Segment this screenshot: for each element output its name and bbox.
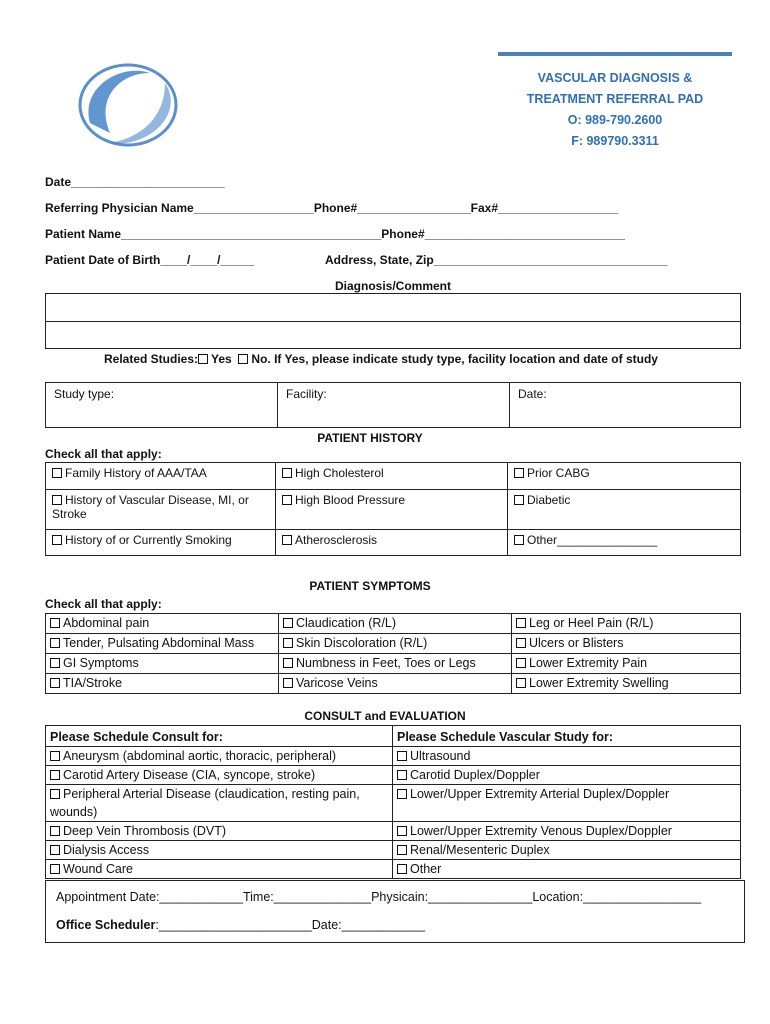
patient-symptoms-title: PATIENT SYMPTOMS bbox=[309, 579, 431, 593]
checkbox[interactable] bbox=[52, 495, 62, 505]
appointment-box bbox=[45, 880, 745, 943]
checkbox[interactable] bbox=[50, 770, 60, 780]
history-item[interactable]: High Blood Pressure bbox=[276, 490, 508, 530]
symptom-item[interactable]: Numbness in Feet, Toes or Legs bbox=[279, 654, 512, 674]
patient-history-table bbox=[45, 462, 741, 556]
related-yes-checkbox[interactable] bbox=[198, 354, 208, 364]
checkbox[interactable] bbox=[282, 495, 292, 505]
office-fax: F: 989790.3311 bbox=[571, 134, 659, 148]
history-item[interactable]: Diabetic bbox=[508, 490, 741, 530]
checkbox[interactable] bbox=[514, 535, 524, 545]
symptom-item[interactable]: Abdominal pain bbox=[46, 614, 279, 634]
checkbox[interactable] bbox=[50, 618, 60, 628]
history-item[interactable]: Prior CABG bbox=[508, 463, 741, 490]
logo bbox=[70, 58, 190, 153]
history-item[interactable]: History of Vascular Disease, MI, or Stroke bbox=[46, 490, 276, 530]
checkbox[interactable] bbox=[50, 864, 60, 874]
checkbox[interactable] bbox=[283, 678, 293, 688]
checkbox[interactable] bbox=[397, 845, 407, 855]
symptom-item[interactable]: Tender, Pulsating Abdominal Mass bbox=[46, 634, 279, 654]
title-line2: TREATMENT REFERRAL PAD bbox=[526, 92, 704, 106]
appointment-line[interactable]: Appointment Date:____________Time:______________Physicain:_______________Location:_________________ bbox=[56, 890, 702, 904]
diagnosis-label: Diagnosis/Comment bbox=[334, 279, 451, 293]
consult-item[interactable]: Deep Vein Thrombosis (DVT) bbox=[46, 822, 393, 841]
checkbox[interactable] bbox=[52, 468, 62, 478]
history-item[interactable]: Other_______________ bbox=[508, 530, 741, 556]
checkbox[interactable] bbox=[50, 658, 60, 668]
history-check-label: Check all that apply: bbox=[45, 447, 162, 461]
patient-history-title: PATIENT HISTORY bbox=[317, 431, 423, 445]
consult-title: CONSULT and EVALUATION bbox=[304, 709, 466, 723]
checkbox[interactable] bbox=[516, 658, 526, 668]
patient-name-field[interactable]: Patient Name_______________________________________Phone#______________________________ bbox=[45, 227, 625, 241]
consult-left-header: Please Schedule Consult for: bbox=[46, 726, 393, 747]
checkbox[interactable] bbox=[52, 535, 62, 545]
consult-item[interactable]: Peripheral Arterial Disease (claudication, resting pain, wounds) bbox=[46, 785, 393, 822]
diagnosis-box[interactable] bbox=[45, 293, 741, 349]
checkbox[interactable] bbox=[282, 468, 292, 478]
study-item[interactable]: Carotid Duplex/Doppler bbox=[393, 766, 741, 785]
consult-right-header: Please Schedule Vascular Study for: bbox=[393, 726, 741, 747]
symptom-item[interactable]: Leg or Heel Pain (R/L) bbox=[512, 614, 741, 634]
checkbox[interactable] bbox=[283, 658, 293, 668]
history-item[interactable]: High Cholesterol bbox=[276, 463, 508, 490]
checkbox[interactable] bbox=[397, 751, 407, 761]
history-item[interactable]: Atherosclerosis bbox=[276, 530, 508, 556]
history-item[interactable]: History of or Currently Smoking bbox=[46, 530, 276, 556]
checkbox[interactable] bbox=[397, 826, 407, 836]
checkbox[interactable] bbox=[516, 678, 526, 688]
checkbox[interactable] bbox=[50, 845, 60, 855]
checkbox[interactable] bbox=[397, 789, 407, 799]
address-field[interactable]: Address, State, Zip___________________________________ bbox=[325, 253, 668, 267]
symptom-item[interactable]: TIA/Stroke bbox=[46, 674, 279, 694]
symptoms-check-label: Check all that apply: bbox=[45, 597, 162, 611]
office-phone: O: 989-790.2600 bbox=[567, 113, 663, 127]
checkbox[interactable] bbox=[50, 638, 60, 648]
checkbox[interactable] bbox=[516, 618, 526, 628]
related-no-checkbox[interactable] bbox=[238, 354, 248, 364]
symptoms-table bbox=[45, 613, 741, 694]
checkbox[interactable] bbox=[397, 770, 407, 780]
study-item[interactable]: Other bbox=[393, 860, 741, 879]
study-type-cell[interactable]: Study type: bbox=[46, 383, 278, 428]
checkbox[interactable] bbox=[397, 864, 407, 874]
study-item[interactable]: Renal/Mesenteric Duplex bbox=[393, 841, 741, 860]
symptom-item[interactable]: Ulcers or Blisters bbox=[512, 634, 741, 654]
office-scheduler-line[interactable]: Office Scheduler:______________________Date:____________ bbox=[56, 918, 426, 932]
study-item[interactable]: Lower/Upper Extremity Venous Duplex/Doppler bbox=[393, 822, 741, 841]
header-rule bbox=[498, 52, 732, 56]
patient-dob-field[interactable]: Patient Date of Birth____/____/_____ bbox=[45, 253, 254, 267]
checkbox[interactable] bbox=[283, 618, 293, 628]
checkbox[interactable] bbox=[283, 638, 293, 648]
history-item[interactable]: Family History of AAA/TAA bbox=[46, 463, 276, 490]
logo-text: mmvs bbox=[110, 93, 142, 108]
checkbox[interactable] bbox=[514, 495, 524, 505]
checkbox[interactable] bbox=[282, 535, 292, 545]
checkbox[interactable] bbox=[50, 751, 60, 761]
symptom-item[interactable]: Varicose Veins bbox=[279, 674, 512, 694]
checkbox[interactable] bbox=[50, 678, 60, 688]
checkbox[interactable] bbox=[514, 468, 524, 478]
symptom-item[interactable]: GI Symptoms bbox=[46, 654, 279, 674]
checkbox[interactable] bbox=[50, 826, 60, 836]
referring-physician-field[interactable]: Referring Physician Name__________________Phone#_________________Fax#__________________ bbox=[45, 201, 619, 215]
symptom-item[interactable]: Skin Discoloration (R/L) bbox=[279, 634, 512, 654]
related-studies: Related Studies: Yes No. If Yes, please indicate study type, facility location and date of study bbox=[104, 352, 658, 366]
consult-item[interactable]: Wound Care bbox=[46, 860, 393, 879]
facility-cell[interactable]: Facility: bbox=[278, 383, 510, 428]
header-title bbox=[498, 68, 732, 152]
study-date-cell[interactable]: Date: bbox=[510, 383, 741, 428]
consult-table bbox=[45, 725, 741, 879]
study-item[interactable]: Ultrasound bbox=[393, 747, 741, 766]
checkbox[interactable] bbox=[50, 789, 60, 799]
symptom-item[interactable]: Claudication (R/L) bbox=[279, 614, 512, 634]
related-studies-table bbox=[45, 382, 741, 428]
symptom-item[interactable]: Lower Extremity Swelling bbox=[512, 674, 741, 694]
date-field[interactable]: Date_______________________ bbox=[45, 175, 225, 189]
checkbox[interactable] bbox=[516, 638, 526, 648]
consult-item[interactable]: Dialysis Access bbox=[46, 841, 393, 860]
symptom-item[interactable]: Lower Extremity Pain bbox=[512, 654, 741, 674]
consult-item[interactable]: Aneurysm (abdominal aortic, thoracic, peripheral) bbox=[46, 747, 393, 766]
title-line1: VASCULAR DIAGNOSIS & bbox=[537, 71, 693, 85]
study-item[interactable]: Lower/Upper Extremity Arterial Duplex/Doppler bbox=[393, 785, 741, 822]
consult-item[interactable]: Carotid Artery Disease (CIA, syncope, stroke) bbox=[46, 766, 393, 785]
